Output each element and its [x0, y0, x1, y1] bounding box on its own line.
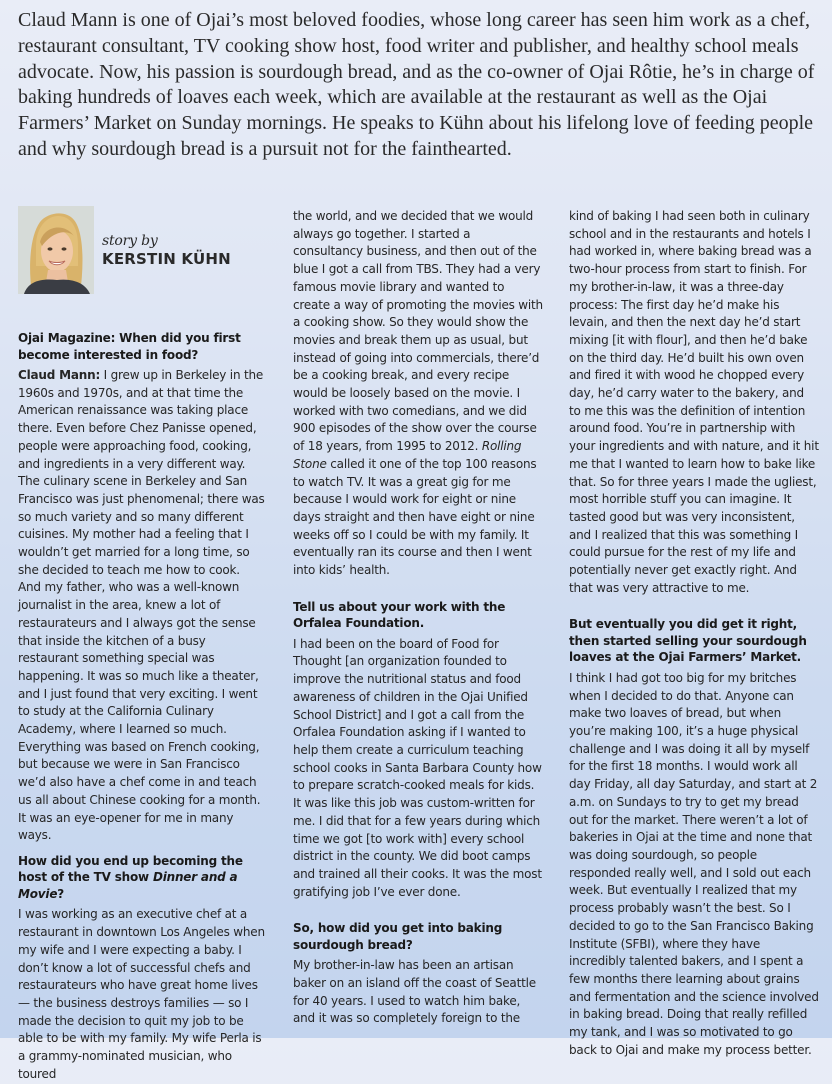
answer-paragraph [293, 208, 543, 580]
author-name: KERSTIN KÜHN [102, 250, 231, 268]
intro-paragraph: Claud Mann is one of Ojai’s most beloved foodies, whose long career has seen him work as a chef, restaurant consultant, TV cooking show host, food writer and publisher, and healthy school meals advocate. Now, his passion is sourdough bread, and as the co-owner of Ojai Rôtie, he’s in charge of baking hundreds of loaves each week, which are available at the restaurant as well as the Ojai Farmers’ Market on Sunday mornings. He speaks to Kühn about his lifelong love of feeding people and why sourdough bread is a pursuit not for the fainthearted. [18, 9, 815, 160]
answer-text: the world, and we decided that we would always go together. I started a consultancy business, and then out of the blue I got a call from TBS. They had a very famous movie library and wanted to create a way of promoting the movies with a cooking show. So they would show the movies and break them up as usual, but instead of going into commercials, there’d be a cooking break, and every recipe would be loosely based on the movie. I worked with two comedians, and we did 900 episodes of the show over the course of 18 years, from 1995 to 2012. [293, 209, 543, 454]
question-heading: But eventually you did get it right, then started selling your sourdough loaves at the Ojai Farmers’ Market. [569, 617, 807, 665]
answer-paragraph: I was working as an executive chef at a restaurant in downtown Los Angeles when my wife and I were expecting a baby. I don’t know a lot of successful chefs and restaurateurs who have great home lives — the business destroys families — so I made the decision to quit my job to be able to be with my family. My wife Perla is a grammy-nominated musician, who toured [18, 907, 265, 1081]
question-heading: So, how did you get into baking sourdough bread? [293, 921, 503, 952]
question-text: ? [57, 886, 65, 901]
answer-paragraph: I think I had got too big for my britches when I decided to do that. Anyone can make two loaves of bread, but when you’re making 100, it’s a huge physical challenge and I was doing it all by myself for the first 18 months. I would work all day Friday, all day Saturday, and start at 2 a.m. on Sundays to try to get my bread out for the market. There weren’t a lot of bakeries in Ojai at the time and none that was doing sourdough, so people responded really well, and I sold out each week. But eventually I realized that my process probably wasn’t the best. So I decided to go to the San Francisco Baking Institute (SFBI), where they have incredibly talented bakers, and I spent a few months there learning about grains and fermentation and the science involved in baking bread. Doing that really refilled my tank, and I was so motivated to go back to Ojai and make my process better. [569, 670, 819, 1057]
article-column-1 [18, 206, 265, 1084]
question-heading: Tell us about your work with the Orfalea Foundation. [293, 599, 506, 631]
speaker-label: Claud Mann: [18, 368, 101, 382]
question-text: How did you end up becoming the host of the TV show [18, 853, 243, 885]
answer-paragraph: kind of baking I had seen both in culinary school and in the restaurants and hotels I had worked in, where baking bread was a two-hour process from start to finish. For my brother-in-law, it was a three-day process: The first day he’d make his levain, and then the next day he’d start mixing [it with flour], and then he’d bake on the third day. He’d built his own oven and fired it with wood he chopped every day, he’d carry water to the bakery, and to me this was the definition of intention around food. You’re in partnership with your ingredients and with nature, and it hit me that I wanted to learn how to bake like that. So for three years I made the ugliest, most horrible stuff you can imagine. It tasted good but was very inconsistent, and I realized that this was something I could pursue for the rest of my life and potentially never get exactly right. And that was very attractive to me. [569, 209, 819, 595]
answer-paragraph: I had been on the board of Food for Thought [an organization founded to improve the nutritional status and food awareness of children in the Ojai Unified School District] and I got a call from the Orfalea Foundation asking if I wanted to help them create a curriculum teaching school cooks in Santa Barbara County how to prepare scratch-cooked meals for kids. It was like this job was custom-written for me. I did that for a few years during which time we got [to work with] every school district in the county. We did boot camps and trained all their cooks. It was the most gratifying job I’ve ever done. [293, 636, 542, 899]
answer-paragraph: My brother-in-law has been an artisan baker on an island off the coast of Seattle for 40 years. I used to watch him bake, and it was so completely foreign to the [293, 958, 536, 1026]
question-heading: Ojai Magazine: When did you first become interested in food? [18, 331, 241, 362]
magazine-title: Rolling Stone [293, 439, 522, 471]
answer-text: I grew up in Berkeley in the 1960s and 1970s, and at that time the American renaissance was taking place there. Even before Chez Panisse opened, people were approaching food, cooking, and ingredients in a very different way. The culinary scene in Berkeley and San Francisco was just phenomenal; there was so much variety and so many different cuisines. My mother had a feeling that I wouldn’t get married for a long time, so she decided to teach me how to cook. And my father, who was a well-known journalist in the area, knew a lot of restaurateurs and I always got the sense that inside the kitchen of a busy restaurant something special was happening. It was so much like a theater, and I just found that very exciting. I went to study at the California Culinary Academy, where I learned so much. Everything was based on French cooking, but because we were in San Francisco we’d also have a chef come in and teach us all about Chinese cooking for a month. It was an eye-opener for me in many ways. [18, 368, 265, 843]
story-by-label: story by [102, 233, 158, 249]
answer-paragraph [18, 367, 265, 845]
article-column-2 [293, 208, 543, 1028]
answer-text: called it one of the top 100 reasons to watch TV. It was a great gig for me because I would work for eight or nine days straight and then have eight or nine weeks off so I could be with my family. It eventually ran its course and then I went into kids’ health. [293, 456, 537, 578]
byline [18, 206, 265, 294]
question-heading [18, 853, 265, 903]
author-portrait-image [18, 206, 94, 294]
show-title: Dinner and a Movie [18, 870, 238, 901]
article-column-3 [569, 208, 819, 1059]
author-photo [18, 206, 94, 294]
byline-text [102, 233, 231, 269]
